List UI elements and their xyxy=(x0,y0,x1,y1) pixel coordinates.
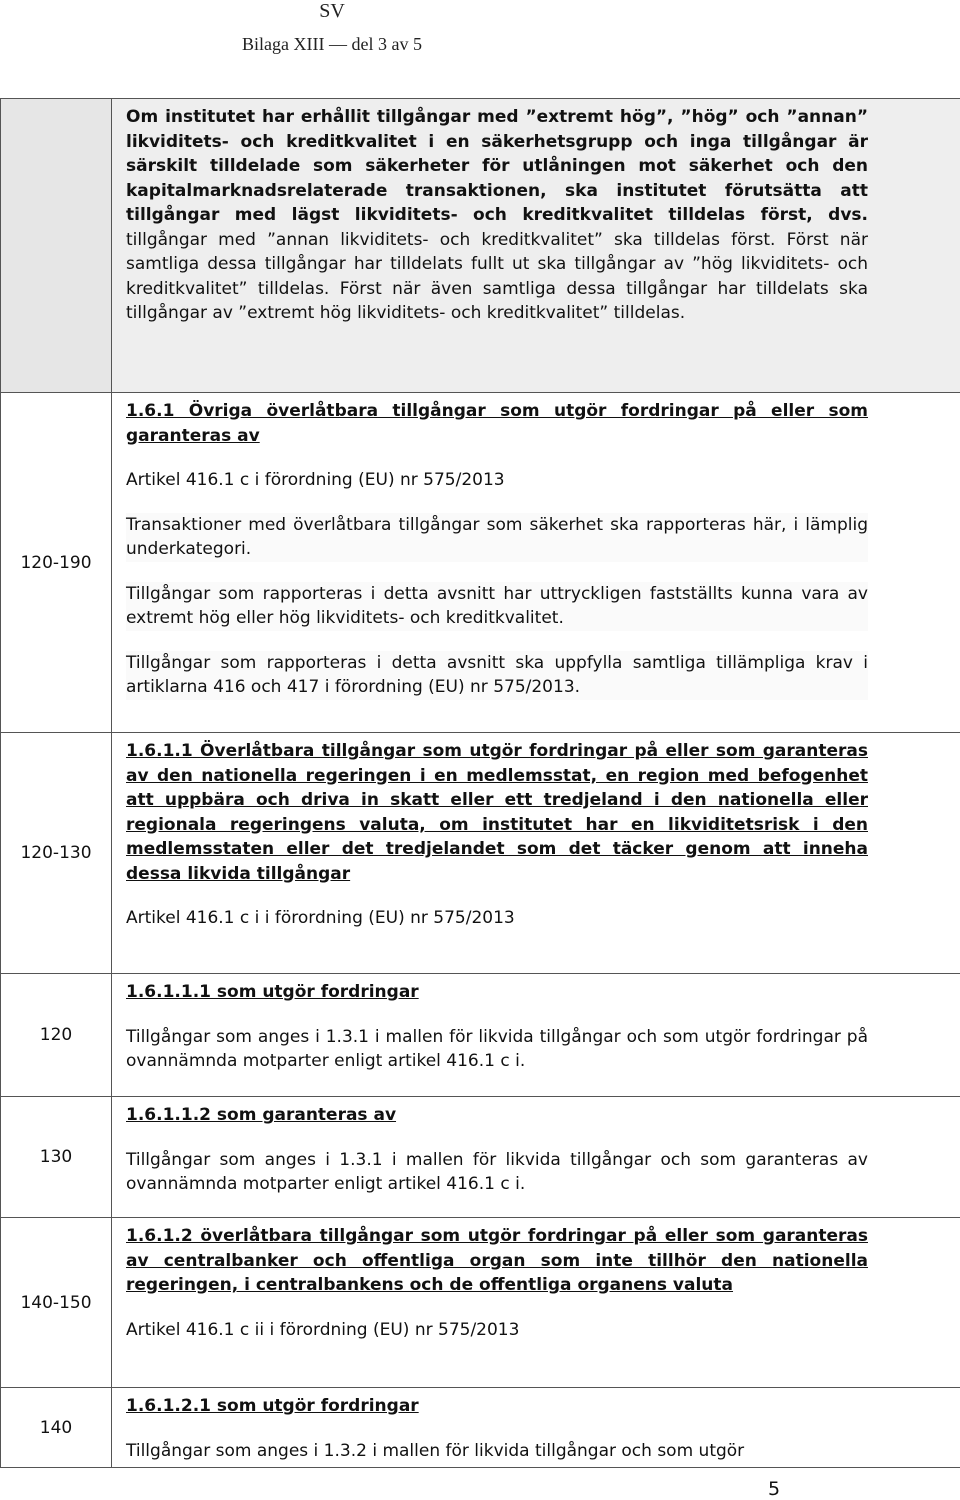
row-body xyxy=(112,393,960,733)
row-body xyxy=(112,1097,960,1218)
row-body xyxy=(112,99,960,393)
section-heading: 1.6.1.1.2 som garanteras av xyxy=(126,1105,397,1125)
row-code: 130 xyxy=(1,1097,112,1218)
article-reference: Artikel 416.1 c ii i förordning (EU) nr 575/2013 xyxy=(126,1319,520,1340)
row-code: 120-130 xyxy=(1,733,112,974)
article-reference: Artikel 416.1 c i förordning (EU) nr 575/2013 xyxy=(126,470,505,490)
table-row xyxy=(1,1218,960,1388)
spacer xyxy=(126,1419,868,1439)
spacer xyxy=(126,1005,868,1025)
normal-rest: tillgångar med ”annan likviditets- och kreditkvalitet” ska tilldelas först. Först när samtliga dessa tillgångar har tilldelats fullt ut ska tillgångar av ”hög likviditets- och kreditkvalitet” tilldelas. Först när även samtliga dessa tillgångar har tilldelats ska tillgångar av ”extremt hög likviditets- och kreditkvalitet” tilldelas. xyxy=(126,229,868,323)
header-language: SV xyxy=(319,0,345,22)
row-code: 120 xyxy=(1,974,112,1097)
spacer xyxy=(126,562,868,582)
table-row xyxy=(1,1388,960,1468)
spacer xyxy=(126,448,868,468)
table-row xyxy=(1,1097,960,1218)
allocation-paragraph xyxy=(126,99,868,326)
row-code: 140 xyxy=(1,1388,112,1468)
page-number: 5 xyxy=(768,1478,781,1500)
table-row xyxy=(1,974,960,1097)
row-code: 140-150 xyxy=(1,1218,112,1388)
section-heading: 1.6.1.1.1 som utgör fordringar xyxy=(126,982,419,1002)
row-code: 120-190 xyxy=(1,393,112,733)
row-body xyxy=(112,733,960,974)
section-heading: 1.6.1 Övriga överlåtbara tillgångar som utgör fordringar på eller som garanteras av xyxy=(126,401,868,446)
spacer xyxy=(126,886,868,906)
paragraph: Tillgångar som anges i 1.3.1 i mallen för likvida tillgångar och som utgör fordringar på ovannämnda motparter enligt artikel 416.1 c i. xyxy=(126,1026,868,1071)
paragraph: Tillgångar som anges i 1.3.2 i mallen för likvida tillgångar och som utgör xyxy=(126,1440,745,1461)
spacer xyxy=(126,493,868,513)
spacer xyxy=(126,1128,868,1148)
section-heading: 1.6.1.2.1 som utgör fordringar xyxy=(126,1396,419,1416)
row-body xyxy=(112,974,960,1097)
paragraph: Tillgångar som rapporteras i detta avsnitt ska uppfylla samtliga tillämpliga krav i artiklarna 416 och 417 i förordning (EU) nr 575/2013. xyxy=(126,651,868,700)
header-annex: Bilaga XIII — del 3 av 5 xyxy=(242,34,422,54)
paragraph: Tillgångar som rapporteras i detta avsnitt har uttryckligen fastställts kunna vara av extremt hög eller hög likviditets- och kreditkvalitet. xyxy=(126,582,868,631)
table-row xyxy=(1,393,960,733)
section-heading: 1.6.1.1 Överlåtbara tillgångar som utgör fordringar på eller som garanteras av den nationella regeringen i en medlemsstat, en region med befogenhet att uppbära och driva in skatt eller ett tredjeland i den nationella eller regionala regeringens valuta, om institutet har en likviditetsrisk i den medlemsstaten eller det tredjelandet som det täcker genom att inneha dessa likvida tillgångar xyxy=(126,741,868,884)
table-row xyxy=(1,99,960,393)
row-body xyxy=(112,1218,960,1388)
row-code xyxy=(1,99,112,393)
article-reference: Artikel 416.1 c i i förordning (EU) nr 575/2013 xyxy=(126,908,515,928)
bold-intro: Om institutet har erhållit tillgångar med ”extremt hög”, ”hög” och ”annan” likviditets- och kreditkvalitet i en säkerhetsgrupp och inga tillgångar är särskilt tilldelade som säkerheter för utlåningen mot säkerhet och den kapitalmarknadsrelaterade transaktionen, ska institutet förutsätta att tillgångar med lägst likviditets- och kreditkvalitet tilldelas först, dvs. xyxy=(126,107,868,225)
section-heading: 1.6.1.2 överlåtbara tillgångar som utgör fordringar på eller som garanteras av centralbanker och offentliga organ som inte tillhör den nationella regeringen, i centralbankens och de offentliga organens valuta xyxy=(126,1226,868,1295)
row-body xyxy=(112,1388,960,1468)
spacer xyxy=(126,631,868,651)
paragraph: Transaktioner med överlåtbara tillgångar som säkerhet ska rapporteras här, i lämplig underkategori. xyxy=(126,513,868,562)
spacer xyxy=(126,1298,868,1318)
instructions-table xyxy=(0,98,960,1468)
table-row xyxy=(1,733,960,974)
paragraph: Tillgångar som anges i 1.3.1 i mallen för likvida tillgångar och som garanteras av ovannämnda motparter enligt artikel 416.1 c i. xyxy=(126,1149,868,1194)
